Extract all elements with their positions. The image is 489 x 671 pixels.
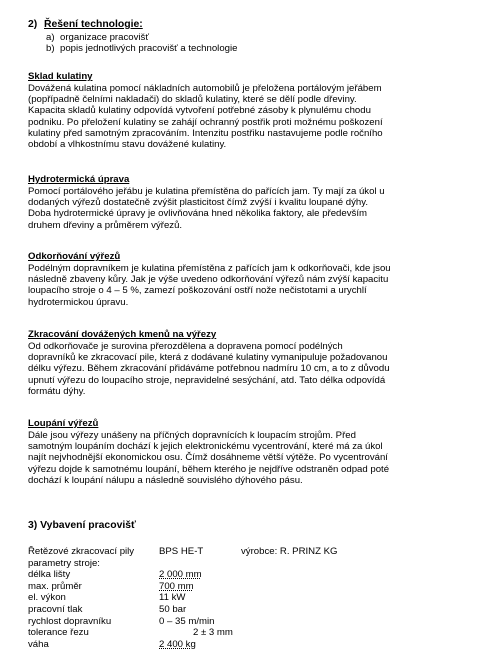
param-label: el. výkon	[28, 592, 66, 604]
text-line: najít nejvhodnější ekonomickou osu. Čímž dosáhneme větší výtěže. Po vycentrování	[28, 452, 388, 464]
text-line: následně zbaveny kůry. Jak je výše uvedeno odkorňování výřezů nám zvýší kapacitu	[28, 274, 389, 286]
text-line: Dále jsou výřezy unášeny na příčných dopravnících k loupacím strojům. Před	[28, 430, 356, 441]
param-value: 700 mm	[159, 580, 194, 592]
text-line: upnutí výřezu do loupacího stroje, nepravidelné sesýchání, atd. Tato délka odpovídá	[28, 374, 386, 386]
param-row	[28, 627, 464, 639]
text-line: období a vlhkostnímu stavu dovážené kulatiny.	[28, 138, 227, 150]
text-line: druhem dřeviny a průměrem výřezů.	[28, 219, 183, 231]
params-heading-row	[28, 558, 464, 570]
param-value: 11 kW	[159, 592, 186, 604]
param-value: 2 000 mm	[159, 569, 202, 581]
params-heading: parametry stroje:	[28, 557, 100, 569]
section-body	[28, 430, 464, 486]
section-title: Loupání výřezů	[28, 418, 99, 429]
section-body	[28, 341, 464, 397]
machine-model: BPS HE-T	[159, 546, 204, 557]
param-label: pracovní tlak	[28, 603, 83, 615]
manufacturer: výrobce: R. PRINZ KG	[241, 546, 338, 557]
text-line: dopravníků ke zkracovací pile, která z dodávané kulatiny vymanipuluje požadovanou	[28, 352, 388, 364]
param-value: 0 – 35 m/min	[159, 615, 215, 627]
text-line: Pomocí portálového jeřábu je kulatina přemístěna do pařících jam. Ty mají za úkol u	[28, 186, 385, 197]
section-2-list	[44, 32, 237, 54]
section-3-title: Vybavení pracovišť	[40, 520, 136, 531]
section-hydrotermicka-uprava	[28, 174, 464, 231]
text-line: hydrotermickou úpravu.	[28, 296, 129, 308]
text-line: délku výřezu. Během zkracování přidáváme potřebnou nadmíru 10 cm, a to z důvodu	[28, 363, 390, 375]
section-body	[28, 263, 464, 308]
text-line: samotným loupáním dochází k jejich elektronickému vycentrování, které má za úkol	[28, 441, 383, 453]
section-3-heading	[28, 520, 136, 531]
text-line: (popřípadně čelními nakladači) do skladů kulatiny, které se dělí podle dřeviny.	[28, 94, 357, 106]
section-2-title: Řešení technologie:	[44, 19, 143, 30]
section-body	[28, 186, 464, 231]
text-line: Podélným dopravníkem je kulatina přemístěna z pařících jam k odkorňovači, kde jsou	[28, 263, 391, 274]
text-line: výřezu dojde k samotnému loupání, během kterého je nejdříve odstraněn odpad poté	[28, 463, 390, 475]
param-label: rychlost dopravníku	[28, 615, 112, 627]
param-row	[28, 592, 464, 604]
list-item: a) organizace pracovišť	[46, 32, 149, 43]
text-line: Dovážená kulatina pomocí nákladních automobilů je přeložena portálovým jeřábem	[28, 83, 382, 94]
param-row	[28, 639, 464, 651]
text-line: dodaných výřezů dostatečně zvýšit plasticitost čímž zvýší i kvalitu loupané dýhy.	[28, 197, 369, 209]
param-row	[28, 616, 464, 628]
section-3-number: 3)	[28, 520, 38, 531]
equipment-parameters	[28, 546, 464, 650]
param-row	[28, 581, 464, 593]
section-title: Sklad kulatiny	[28, 71, 93, 82]
param-label: tolerance řezu	[28, 627, 89, 639]
machine-row	[28, 546, 464, 558]
param-value: 2 400 kg	[159, 638, 196, 650]
machine-label: Řetězové zkracovací pily	[28, 546, 135, 557]
text-line: Od odkorňovače je surovina přerozdělena a dopravena pomocí podélných	[28, 341, 343, 352]
list-item: b) popis jednotlivých pracovišť a technologie	[46, 43, 238, 54]
section-odkornovani-vyrezu	[28, 251, 464, 308]
section-title: Hydrotermická úprava	[28, 174, 130, 185]
text-line: Doba hydrotermické úpravy je ovlivňována hned několika faktory, ale především	[28, 208, 367, 220]
section-title: Zkracování dovážených kmenů na výřezy	[28, 329, 217, 340]
section-sklad-kulatiny	[28, 71, 464, 150]
text-line: dochází k loupání nálupu a následně souvislého dýhového pásu.	[28, 474, 303, 486]
param-value: 50 bar	[159, 603, 187, 615]
section-body	[28, 83, 464, 150]
param-row	[28, 569, 464, 581]
section-loupani-vyrezu	[28, 418, 464, 486]
text-line: podniku. Po přeložení kulatiny se zahájí ochranný postřik proti možnému poškození	[28, 116, 383, 128]
text-line: kulatiny před samotným zpracováním. Intenzitu postřiku nastavujeme podle ročního	[28, 127, 383, 139]
section-zkracovani	[28, 329, 464, 397]
section-2-heading	[28, 19, 143, 30]
text-line: Kapacita skladů kulatiny odpovídá vytvoření potřebné zásoby k plynulému chodu	[28, 105, 371, 117]
param-label: váha	[28, 638, 49, 650]
param-row	[28, 604, 464, 616]
param-value: 2 ± 3 mm	[193, 627, 233, 639]
section-title: Odkorňování výřezů	[28, 251, 121, 262]
text-line: formátu dýhy.	[28, 385, 86, 397]
section-2-number: 2)	[28, 19, 38, 30]
param-label: délka lišty	[28, 569, 71, 581]
param-label: max. průměr	[28, 580, 82, 592]
text-line: loupacího stroje o 4 – 5 %, zamezí poškozování ostří nože nečistotami a urychlí	[28, 285, 367, 297]
